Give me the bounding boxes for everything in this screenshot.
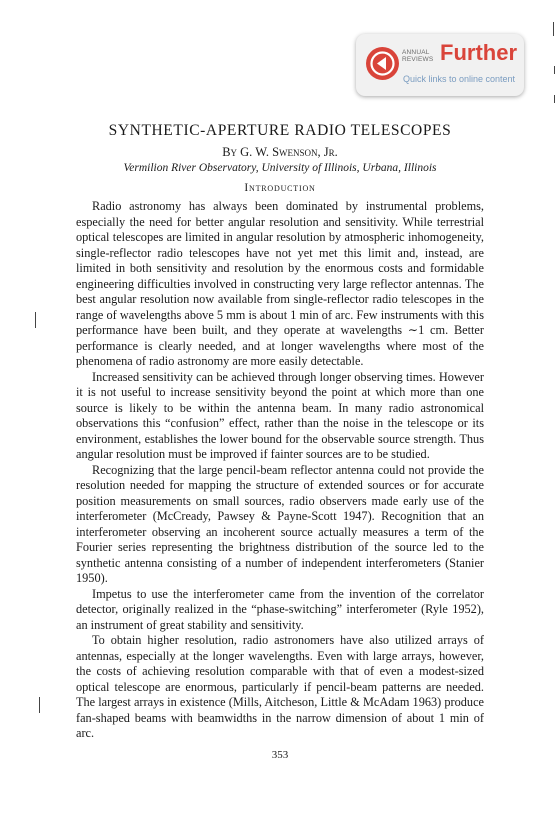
further-banner[interactable] [356, 34, 524, 96]
quick-links-text: Quick links to online content [403, 74, 516, 84]
page-number: 353 [271, 749, 289, 761]
section-heading: Introduction [244, 182, 316, 194]
edge-tick-right-2 [554, 95, 555, 103]
article-body [76, 199, 484, 742]
paragraph-3: Recognizing that the large pencil-beam reflector antenna could not provide the resolution needed for mapping the structure of extended sources or for accurate position measurements on small sources, radio observers made early use of the interferometer (McCready, Pawsey & Payne-Scott 1947). Recognition that an interferometer observing an incoherent source actually measures a term of the Fourier series representing the brightness distribution of the source led to the synthetic antenna consisting of a number of independent interferometers (Stanier 1950). [76, 462, 484, 585]
brand-line-1: ANNUAL [402, 49, 430, 56]
edge-tick-left-2 [39, 697, 40, 713]
annual-reviews-wordmark [402, 49, 433, 63]
edge-tick-top-right [553, 22, 554, 36]
edge-tick-left-1 [35, 312, 36, 328]
paragraph-2: Increased sensitivity can be achieved through longer observing times. However it is not useful to increase sensitivity beyond the point at which more than one source is likely to be within the antenna beam. In many radio astronomical observations this “confusion” effect, rather than the noise in the telescope or its environment, establishes the lower bound for the observable source strength. Thus angular resolution must be improved if fainter sources are to be studied. [76, 369, 484, 461]
brand-line-2: REVIEWS [402, 56, 434, 63]
paragraph-5: To obtain higher resolution, radio astronomers have also utilized arrays of antennas, especially at the longer wavelengths. Even with large arrays, however, the costs of achieving resolution comparable with that of even a modest-sized optical telescope are enormous, particularly if pencil-beam patterns are needed. The largest arrays in existence (Mills, Aitcheson, Little & McAdam 1963) produce fan-shaped beams with beamwidths in the narrow dimension of about 1 min of arc. [76, 633, 484, 740]
author-byline: By G. W. Swenson, Jr. [222, 145, 338, 159]
article-title: SYNTHETIC-APERTURE RADIO TELESCOPES [108, 122, 452, 139]
author-affiliation: Vermilion River Observatory, University of Illinois, Urbana, Illinois [123, 162, 437, 174]
further-label: Further [440, 40, 517, 65]
paragraph-4: Impetus to use the interferometer came from the invention of the correlator detector, originally realized in the “phase-switching” interferometer (Ryle 1952), an instrument of great stability and sensitivity. [76, 586, 484, 632]
paragraph-1: Radio astronomy has always been dominated by instrumental problems, especially the need for better angular resolution and sensitivity. While terrestrial optical telescopes are limited in angular resolution by atmospheric inhomogeneity, single-reflector radio telescopes have not yet met this limit and, instead, are limited in both sensitivity and resolution by the enormous costs and formidable engineering difficulties involved in constructing very large reflector antennas. The best angular resolution now available from single-reflector radio telescopes in the range of wavelengths above 5 mm is about 1 min of arc. Few instruments with this performance have been built, and they operate at wavelengths ∼1 cm. Better performance is clearly needed, and at longer wavelengths where most of the phenomena of radio astronomy are more easily detectable. [76, 199, 484, 368]
edge-tick-right-1 [554, 66, 555, 74]
annual-reviews-logo-icon [366, 47, 399, 80]
